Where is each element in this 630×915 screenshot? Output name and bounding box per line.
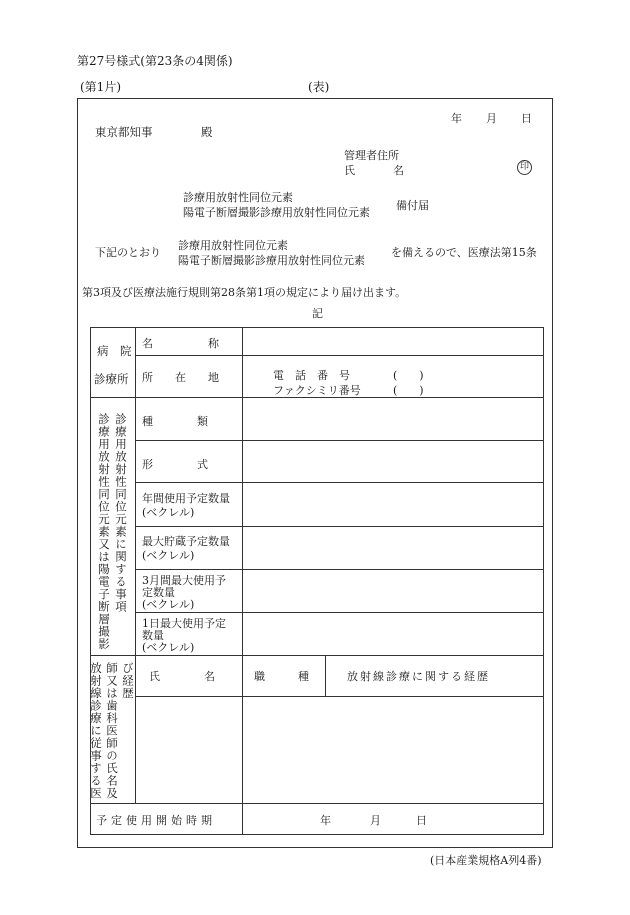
start-day-label: 日 <box>416 814 427 827</box>
staff-name-header: 氏 名 <box>149 670 215 683</box>
isotope-section-label-left: 診療用放射性同位元素又は陽電子断層撮影 <box>97 413 111 651</box>
row-divider <box>135 696 544 697</box>
staff-label-col3: び経歴 <box>121 662 135 700</box>
row-divider <box>90 803 544 804</box>
body-suffix: を備えるので、医療法第15条 <box>391 246 537 259</box>
phone-paren: ( ) <box>393 369 424 382</box>
row-divider <box>135 526 544 527</box>
annual-use-label: 年間使用予定数量 <box>142 492 230 505</box>
title-line-1: 診療用放射性同位元素 <box>183 191 293 204</box>
admin-name-label-1: 氏 <box>344 164 355 177</box>
body-prefix: 下記のとおり <box>95 246 161 259</box>
col-divider <box>135 327 136 803</box>
phone-label: 電 話 番 号 <box>273 369 350 382</box>
start-label: 予定使用開始時期 <box>96 814 216 827</box>
clinic-label: 診療所 <box>94 372 129 386</box>
row-divider <box>135 612 544 613</box>
page-label: (第1片) <box>80 80 121 94</box>
staff-job-header: 職 種 <box>254 670 309 683</box>
col-divider <box>325 655 326 696</box>
row-divider <box>135 440 544 441</box>
row-divider <box>90 655 544 656</box>
fax-label: ファクシミリ番号 <box>273 384 361 397</box>
row-divider <box>135 355 544 356</box>
date-month-label: 月 <box>486 112 497 125</box>
one-day-unit: (ベクレル) <box>142 641 195 654</box>
addressee: 東京都知事 <box>95 125 153 139</box>
title-line-2: 陽電子断層撮影診療用放射性同位元素 <box>183 206 370 219</box>
three-month-label-2: 定数量 <box>142 586 175 599</box>
annual-use-unit: (ベクレル) <box>142 506 195 519</box>
body-line-2: 陽電子断層撮影診療用放射性同位元素 <box>178 254 365 267</box>
location-field-label: 所 在 地 <box>142 371 219 384</box>
honorific: 殿 <box>201 125 213 139</box>
row-divider <box>135 569 544 570</box>
max-storage-unit: (ベクレル) <box>142 549 195 562</box>
body-continue: 第3項及び医療法施行規則第28条第1項の規定により届け出ます。 <box>82 286 407 299</box>
isotope-section-label-right: 診療用放射性同位元素に関する事項 <box>114 413 128 613</box>
one-day-label-2: 数量 <box>142 629 164 642</box>
staff-label-col2: 師又は歯科医師の氏名及 <box>105 662 119 800</box>
fax-paren: ( ) <box>393 384 424 397</box>
col-divider <box>242 327 243 835</box>
one-day-label-1: 1日最大使用予定 <box>142 617 226 630</box>
kind-field-label: 種 類 <box>142 415 208 428</box>
title-suffix: 備付届 <box>396 199 429 212</box>
start-year-label: 年 <box>320 814 331 827</box>
row-divider <box>135 482 544 483</box>
date-year-label: 年 <box>451 112 462 125</box>
admin-name-label-2: 名 <box>393 164 404 177</box>
start-month-label: 月 <box>370 814 381 827</box>
form-number: 第27号様式(第23条の4関係) <box>77 54 233 68</box>
ki-label: 記 <box>312 307 323 320</box>
form-field-label: 形 式 <box>142 458 208 471</box>
three-month-unit: (ベクレル) <box>142 598 195 611</box>
hospital-label: 病 院 <box>97 344 132 358</box>
staff-history-header: 放射線診療に関する経歴 <box>347 670 490 683</box>
side-label: (表) <box>308 80 330 94</box>
seal-icon: 印 <box>517 160 532 175</box>
date-day-label: 日 <box>521 112 532 125</box>
admin-address-label: 管理者住所 <box>344 149 399 162</box>
three-month-label-1: 3月間最大使用予 <box>142 574 226 587</box>
max-storage-label: 最大貯蔵予定数量 <box>142 535 230 548</box>
name-field-label: 名 称 <box>142 337 219 350</box>
standard-note: (日本産業規格A列4番) <box>430 854 542 867</box>
staff-label-col1: 放射線診療に従事する医 <box>89 662 103 800</box>
body-line-1: 診療用放射性同位元素 <box>178 239 288 252</box>
